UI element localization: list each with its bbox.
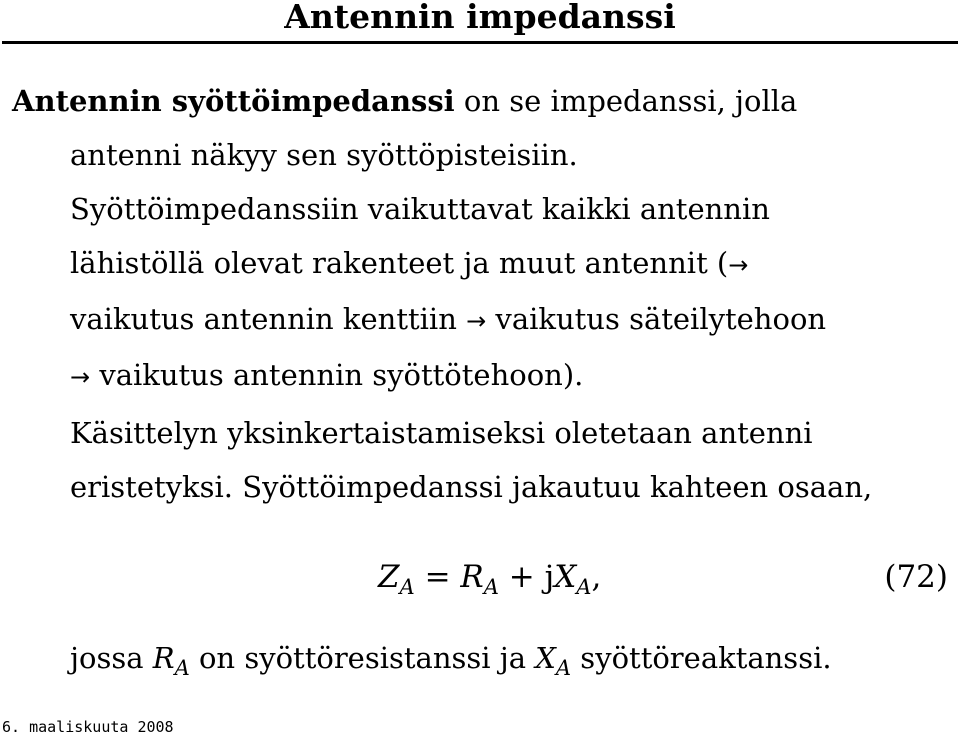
eq-comma: , bbox=[591, 559, 602, 595]
eq-r-subscript: A bbox=[483, 575, 499, 599]
assumption-line2: eristetyksi. Syöttöimpedanssi jakautuu kahteen osaan, bbox=[70, 470, 873, 504]
eq-z-subscript: A bbox=[399, 575, 415, 599]
defined-term: Antennin syöttöimpedanssi bbox=[12, 84, 455, 118]
influence-paragraph bbox=[12, 182, 960, 404]
eq-x-subscript: A bbox=[576, 575, 592, 599]
assumption-paragraph bbox=[12, 406, 960, 514]
influence-line4: vaikutus antennin syöttötehoon). bbox=[90, 358, 584, 392]
influence-line3b: vaikutus säteilytehoon bbox=[486, 302, 827, 336]
title-divider bbox=[2, 41, 958, 44]
eq-plus-j: + j bbox=[498, 559, 555, 595]
arrow-icon: → bbox=[728, 251, 749, 279]
conclusion-x-symbol: X bbox=[535, 641, 556, 675]
conclusion-part3: syöttöreaktanssi. bbox=[571, 641, 832, 675]
arrow-icon: → bbox=[466, 307, 487, 335]
conclusion-r-subscript: A bbox=[174, 656, 190, 680]
intro-line1-rest: on se impedanssi, jolla bbox=[454, 84, 798, 118]
eq-r-symbol: R bbox=[460, 559, 484, 595]
eq-x-symbol: X bbox=[554, 559, 577, 595]
influence-line1: Syöttöimpedanssiin vaikuttavat kaikki antennin bbox=[70, 192, 770, 226]
intro-paragraph bbox=[12, 74, 960, 182]
impedance-equation bbox=[0, 549, 960, 605]
influence-line3a: vaikutus antennin kenttiin bbox=[70, 302, 467, 336]
slide-title: Antennin impedanssi bbox=[284, 0, 676, 36]
conclusion-part2: on syöttöresistanssi ja bbox=[189, 641, 536, 675]
assumption-line1: Käsittelyn yksinkertaistamiseksi oletetaan antenni bbox=[70, 416, 813, 450]
conclusion-line bbox=[70, 631, 832, 695]
conclusion-r-symbol: R bbox=[152, 641, 175, 675]
eq-equals: = bbox=[414, 559, 461, 595]
equation-number: (72) bbox=[884, 559, 948, 595]
footer-date: 6. maaliskuuta 2008 bbox=[2, 718, 174, 736]
influence-line2: lähistöllä olevat rakenteet ja muut antennit ( bbox=[70, 246, 729, 280]
conclusion-x-subscript: A bbox=[555, 656, 572, 680]
equation-expression bbox=[378, 549, 601, 615]
intro-line2: antenni näkyy sen syöttöpisteisiin. bbox=[70, 138, 578, 172]
conclusion-part1: jossa bbox=[70, 641, 153, 675]
arrow-icon: → bbox=[70, 363, 91, 391]
eq-z-symbol: Z bbox=[378, 559, 400, 595]
slide-body bbox=[12, 74, 960, 514]
